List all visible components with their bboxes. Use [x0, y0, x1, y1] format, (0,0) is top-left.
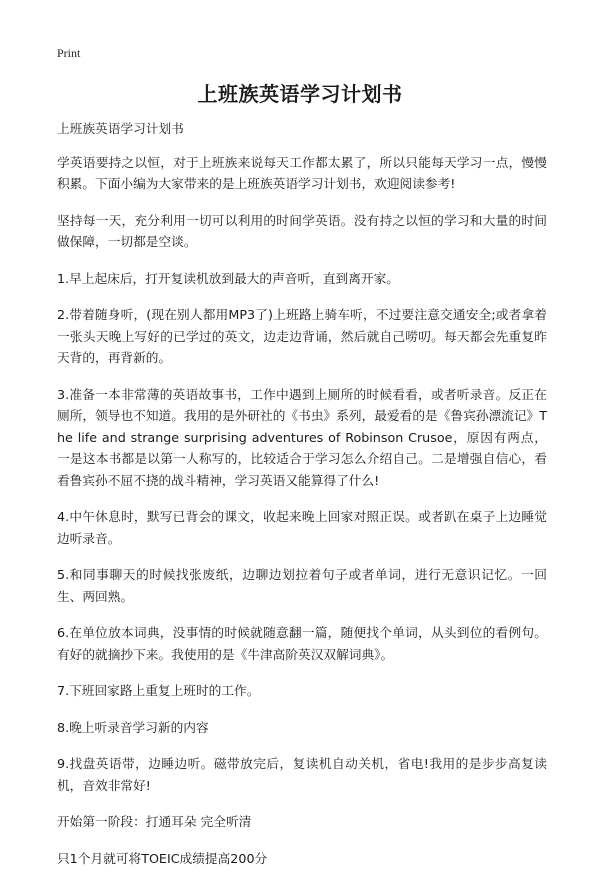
persistence-paragraph: 坚持每一天，充分利用一切可以利用的时间学英语。没有持之以恒的学习和大量的时间做保障，一切都是空谈。: [57, 212, 547, 249]
tip-item-2: 2.带着随身听，(现在别人都用MP3了)上班路上骑车听，不过要注意交通安全;或者拿着一张头天晚上写好的已学过的英文，边走边背诵，然后就自己唠叨。每天都会先重复昨天背的，再背新的。: [57, 307, 547, 365]
print-link[interactable]: Print: [57, 46, 81, 60]
document-title: 上班族英语学习计划书: [197, 82, 403, 106]
intro-paragraph: 学英语要持之以恒，对于上班族来说每天工作都太累了，所以只能每天学习一点，慢慢积累。下面小编为大家带来的是上班族英语学习计划书，欢迎阅读参考!: [57, 154, 547, 191]
tip-item-7: 7.下班回家路上重复上班时的工作。: [57, 683, 260, 698]
stage-one-heading: 开始第一阶段：打通耳朵 完全听清: [57, 814, 252, 829]
document-subtitle: 上班族英语学习计划书: [57, 121, 184, 136]
tip-item-8: 8.晚上听录音学习新的内容: [57, 719, 209, 735]
document-body: [57, 118, 547, 884]
toeic-promo-line: 只1个月就可将TOEIC成绩提高200分: [57, 850, 268, 866]
tip-item-4: 4.中午休息时，默写已背会的课文，收起来晚上回家对照正误。或者趴在桌子上边睡觉边听录音。: [57, 509, 547, 546]
tip-item-3: 3.准备一本非常薄的英语故事书，工作中遇到上厕所的时候看看，或者听录音。反正在厕所，领导也不知道。我用的是外研社的《书虫》系列，最爱看的是《鲁宾孙漂流记》The life and strange surprising adventures of Robinson Crusoe，原因有两点，一是这本书都是以第一人称写的，比较适合于学习怎么介绍自己。二是增强自信心，看看鲁宾孙不屈不挠的战斗精神，学习英语又能算得了什么!: [57, 386, 547, 488]
tip-item-9: 9.找盘英语带，边睡边听。磁带放完后，复读机自动关机，省电!我用的是步步高复读机，音效非常好!: [57, 756, 547, 793]
tip-item-5: 5.和同事聊天的时候找张废纸，边聊边划拉着句子或者单词，进行无意识记忆。一回生、两回熟。: [57, 567, 547, 604]
tip-item-6: 6.在单位放本词典，没事情的时候就随意翻一篇，随便找个单词，从头到位的看例句。有好的就摘抄下来。我使用的是《牛津高阶英汉双解词典》。: [57, 625, 547, 662]
tip-item-1: 1.早上起床后，打开复读机放到最大的声音听，直到离开家。: [57, 270, 399, 286]
